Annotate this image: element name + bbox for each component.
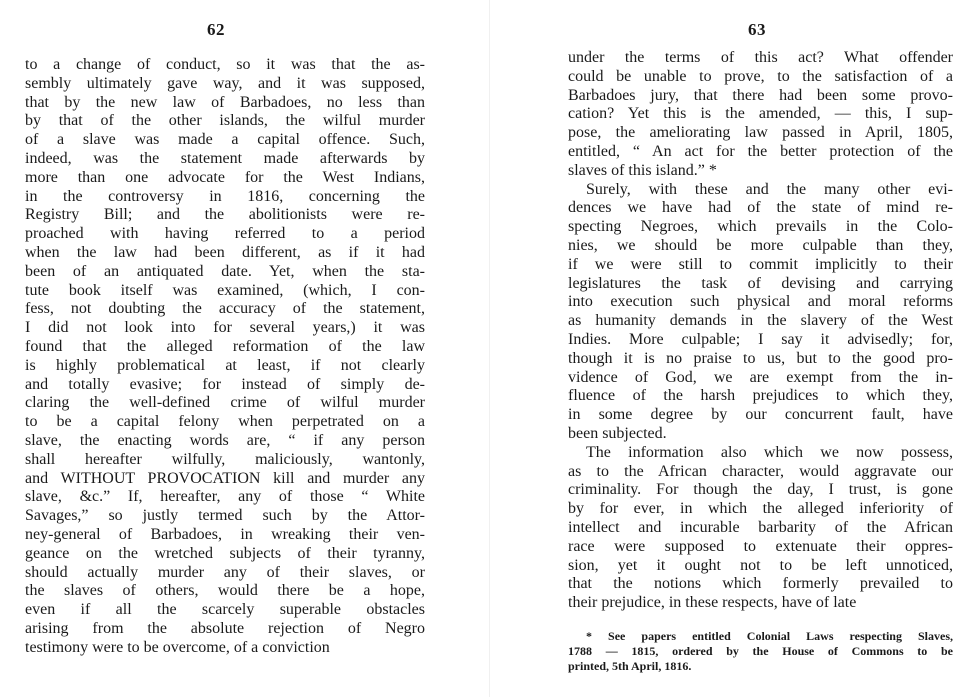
text-line: testimony were to be overcome, of a conviction: [25, 638, 330, 656]
text-line: is highly problematical at least, if not clearly: [25, 356, 425, 374]
text-line: geance on the wretched subjects of their tyranny,: [25, 544, 425, 562]
text-line: The information also which we now possess,: [586, 443, 953, 461]
left-page-body: [25, 56, 425, 658]
text-line: and totally evasive; for instead of simply de-: [25, 375, 425, 393]
text-line: criminality. For though the day, I trust, is gone: [568, 481, 953, 499]
text-line: and WITHOUT PROVOCATION kill and murder any: [25, 469, 425, 487]
text-line: Indies. More culpable; I say it advisedly; for,: [568, 330, 953, 348]
text-line: found that the alleged reformation of the law: [25, 337, 425, 355]
text-line: sion, yet it ought not to be left unnoticed,: [568, 556, 953, 574]
text-line: Surely, with these and the many other evi-: [586, 180, 953, 198]
text-line: been of an antiquated date. Yet, when the sta-: [25, 262, 425, 280]
text-line: to a change of conduct, so it was that the as-: [25, 56, 425, 73]
text-line: legislatures the task of devising and carrying: [568, 274, 953, 292]
text-line: if we were still to commit implicitly to their: [568, 255, 953, 273]
text-line: when the law had been different, as if it had: [25, 243, 425, 261]
footnote-line: printed, 5th April, 1816.: [568, 659, 692, 673]
page-number-left: 62: [207, 20, 225, 39]
text-line: slave, &c.” If, hereafter, any of those “ White: [25, 488, 425, 506]
text-line: that the notions which formerly prevailed to: [568, 575, 953, 593]
text-line: pose, the ameliorating law passed in April, 1805,: [568, 124, 953, 142]
text-line: by for ever, in which the alleged inferiority of: [568, 500, 953, 518]
text-line: sembly ultimately gave way, and it was supposed,: [25, 74, 425, 92]
text-line: proached with having referred to a period: [25, 225, 425, 243]
text-line: as humanity demands in the slavery of the West: [568, 312, 953, 330]
text-line: cation? Yet this is the amended, — this, I sup-: [568, 105, 953, 123]
text-line: arising from the absolute rejection of Negro: [25, 619, 425, 637]
text-line: slaves of this island.” *: [568, 161, 717, 179]
text-line: dences we have had of the state of mind re-: [568, 199, 953, 217]
text-line: claring the well-defined crime of wilful murder: [25, 394, 425, 412]
text-line: could be unable to prove, to the satisfaction of a: [568, 67, 953, 85]
text-line: tute book itself was examined, (which, I con-: [25, 281, 425, 299]
text-line: even if all the scarcely superable obstacles: [25, 601, 425, 619]
text-line: Savages,” so justly termed such by the Attor-: [25, 507, 425, 525]
text-line: Registry Bill; and the abolitionists were re-: [25, 206, 425, 224]
text-line: the slaves of others, would there be a hope,: [25, 582, 425, 600]
text-line: entitled, “ An act for the better protection of the: [568, 142, 953, 160]
text-line: fluence of the harsh prejudices to which they,: [568, 387, 953, 405]
footnote-line: * See papers entitled Colonial Laws respecting Slaves,: [586, 629, 953, 643]
text-line: under the terms of this act? What offender: [568, 49, 953, 66]
text-line: shall hereafter wilfully, maliciously, wantonly,: [25, 450, 425, 468]
page-number-right: 63: [748, 20, 766, 39]
text-line: as to the African character, would aggravate our: [568, 462, 953, 480]
text-line: that by the new law of Barbadoes, no less than: [25, 93, 425, 111]
right-page-body: [568, 49, 953, 613]
text-line: vidence of God, we are exempt from the in-: [568, 368, 953, 386]
right-page: [490, 0, 980, 697]
text-line: Barbadoes jury, that there had been some provo-: [568, 86, 953, 104]
text-line: fess, not doubting the accuracy of the statement,: [25, 300, 425, 318]
text-line: in the controversy in 1816, concerning the: [25, 187, 425, 205]
text-line: in some degree by our concurrent fault, have: [568, 406, 953, 424]
text-line: more than one advocate for the West Indians,: [25, 168, 425, 186]
text-line: of a slave was made a capital offence. Such,: [25, 131, 425, 149]
text-line: should actually murder any of their slaves, or: [25, 563, 425, 581]
text-line: race were supposed to extenuate their oppres-: [568, 537, 953, 555]
text-line: been subjected.: [568, 424, 667, 442]
text-line: indeed, was the statement made afterwards by: [25, 149, 425, 167]
text-line: into execution such physical and moral reforms: [568, 293, 953, 311]
footnote: [568, 629, 953, 674]
text-line: though it is no praise to us, but to the good pro-: [568, 349, 953, 367]
text-line: their prejudice, in these respects, have of late: [568, 594, 857, 612]
text-line: I did not look into for several years,) it was: [25, 319, 425, 337]
text-line: ney-general of Barbadoes, in wreaking their ven-: [25, 525, 425, 543]
text-line: intellect and incurable barbarity of the African: [568, 518, 953, 536]
text-line: nies, we should be more culpable than they,: [568, 236, 953, 254]
text-line: by that of the other islands, the wilful murder: [25, 112, 425, 130]
footnote-line: 1788 — 1815, ordered by the House of Commons to be: [568, 644, 953, 658]
text-line: specting Negroes, which prevails in the Colo-: [568, 218, 953, 236]
text-line: to be a capital felony when perpetrated on a: [25, 413, 425, 431]
text-line: slave, the enacting words are, “ if any person: [25, 431, 425, 449]
